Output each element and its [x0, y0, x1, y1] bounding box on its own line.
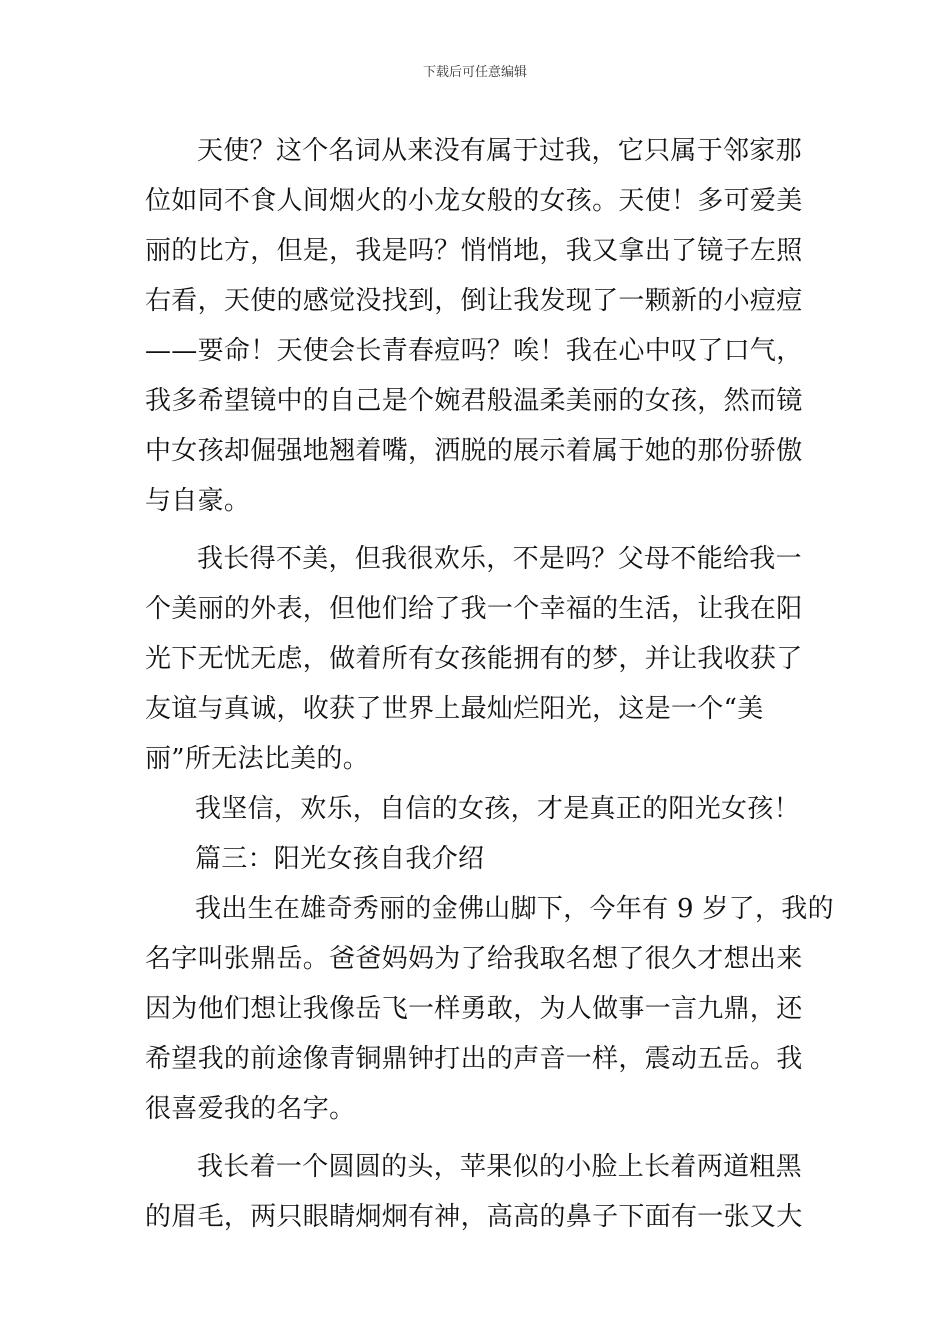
- text-line: 友谊与真诚，收获了世界上最灿烂阳光，这是一个“美: [145, 694, 764, 724]
- text-line: ——要命！天使会长青春痘吗？唉！我在心中叹了口气，: [145, 336, 803, 366]
- text-line: 丽”所无法比美的。: [145, 744, 369, 774]
- section-heading: 篇三：阳光女孩自我介绍: [195, 844, 485, 874]
- text-line: 个美丽的外表，但他们给了我一个幸福的生活，让我在阳: [145, 594, 803, 624]
- text-line: 我出生在雄奇秀丽的金佛山脚下，今年有 9 岁了，我的: [195, 894, 834, 924]
- text-line: 很喜爱我的名字。: [145, 1094, 356, 1124]
- text-line: 与自豪。: [145, 486, 251, 516]
- text-line: 我多希望镜中的自己是个婉君般温柔美丽的女孩，然而镜: [145, 386, 803, 416]
- text-line: 名字叫张鼎岳。爸爸妈妈为了给我取名想了很久才想出来: [145, 944, 803, 974]
- page-header: 下载后可任意编辑: [422, 65, 527, 80]
- text-line: 光下无忧无虑，做着所有女孩能拥有的梦，并让我收获了: [145, 644, 803, 674]
- text-line: 丽的比方，但是，我是吗？悄悄地，我又拿出了镜子左照: [145, 236, 803, 266]
- text-line: 我坚信，欢乐，自信的女孩，才是真正的阳光女孩！: [195, 794, 800, 824]
- text-line: 天使？这个名词从来没有属于过我，它只属于邻家那: [197, 136, 802, 166]
- text-line: 因为他们想让我像岳飞一样勇敢，为人做事一言九鼎，还: [145, 994, 803, 1024]
- text-line: 中女孩却倔强地翘着嘴，洒脱的展示着属于她的那份骄傲: [145, 436, 803, 466]
- text-line: 的眉毛，两只眼睛炯炯有神，高高的鼻子下面有一张又大: [145, 1202, 803, 1232]
- text-line: 右看，天使的感觉没找到，倒让我发现了一颗新的小痘痘: [145, 286, 803, 316]
- text-line: 我长着一个圆圆的头，苹果似的小脸上长着两道粗黑: [197, 1152, 802, 1182]
- text-line: 位如同不食人间烟火的小龙女般的女孩。天使！多可爱美: [145, 186, 803, 216]
- document-body: [145, 126, 834, 1242]
- text-line: 我长得不美，但我很欢乐，不是吗？父母不能给我一: [197, 544, 802, 574]
- text-line: 希望我的前途像青铜鼎钟打出的声音一样，震动五岳。我: [145, 1044, 803, 1074]
